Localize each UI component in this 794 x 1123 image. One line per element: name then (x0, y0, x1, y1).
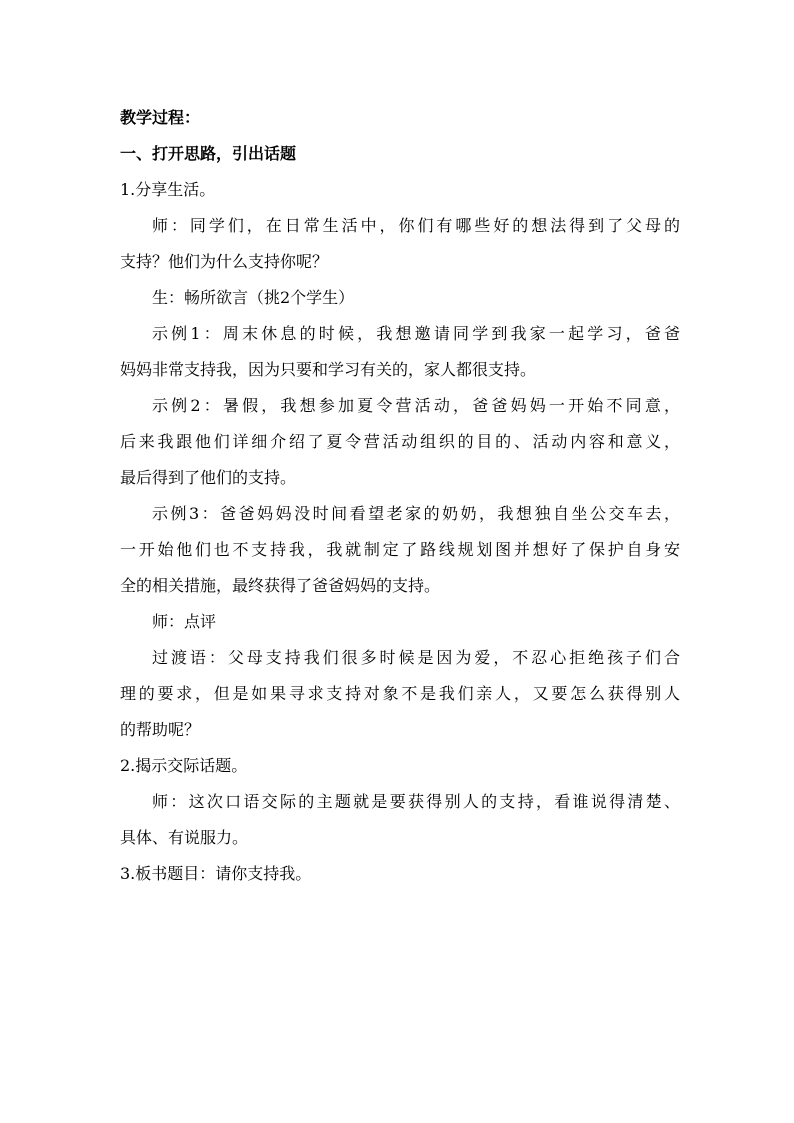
heading: 教学过程： (120, 108, 201, 127)
paragraph-line: 具体、有说服力。 (120, 828, 249, 847)
section-title: 一、打开思路，引出话题 (120, 144, 297, 163)
paragraph-line: 全的相关措施，最终获得了爸爸妈妈的支持。 (120, 576, 441, 595)
paragraph-line: 支持？他们为什么支持你呢？ (120, 252, 329, 271)
example-1 (120, 316, 680, 388)
step-3: 3.板书题目：请你支持我。 (120, 864, 312, 883)
paragraph-line: 师：这次口语交际的主题就是要获得别人的支持，看谁说得清楚、 (152, 792, 680, 811)
paragraph-line: 理的要求，但是如果寻求支持对象不是我们亲人，又要怎么获得别人 (120, 684, 680, 703)
paragraph-line: 后来我跟他们详细介绍了夏令营活动组织的目的、活动内容和意义， (120, 432, 680, 451)
paragraph-line: 师：同学们，在日常生活中，你们有哪些好的想法得到了父母的 (152, 216, 680, 235)
example-2 (120, 388, 680, 496)
transition-text (120, 640, 680, 748)
paragraph-line: 示例3：爸爸妈妈没时间看望老家的奶奶，我想独自坐公交车去， (152, 504, 680, 523)
teacher-topic (120, 784, 680, 856)
paragraph-line: 的帮助呢？ (120, 720, 201, 739)
paragraph-line: 最后得到了他们的支持。 (120, 468, 297, 487)
document-page (120, 100, 680, 892)
step-1: 1.分享生活。 (120, 180, 216, 199)
paragraph-line: 妈妈非常支持我，因为只要和学习有关的，家人都很支持。 (120, 360, 537, 379)
paragraph-line: 过渡语：父母支持我们很多时候是因为爱，不忍心拒绝孩子们合 (152, 648, 680, 667)
paragraph-line: 一开始他们也不支持我，我就制定了路线规划图并想好了保护自身安 (120, 540, 680, 559)
paragraph-line: 示例1：周末休息的时候，我想邀请同学到我家一起学习，爸爸 (152, 324, 680, 343)
teacher-question (120, 208, 680, 280)
step-2: 2.揭示交际话题。 (120, 756, 248, 775)
paragraph-line: 示例2：暑假，我想参加夏令营活动，爸爸妈妈一开始不同意， (152, 396, 680, 415)
teacher-comment: 师：点评 (152, 612, 217, 631)
example-3 (120, 496, 680, 604)
student-response: 生：畅所欲言（挑2个学生） (152, 288, 355, 307)
